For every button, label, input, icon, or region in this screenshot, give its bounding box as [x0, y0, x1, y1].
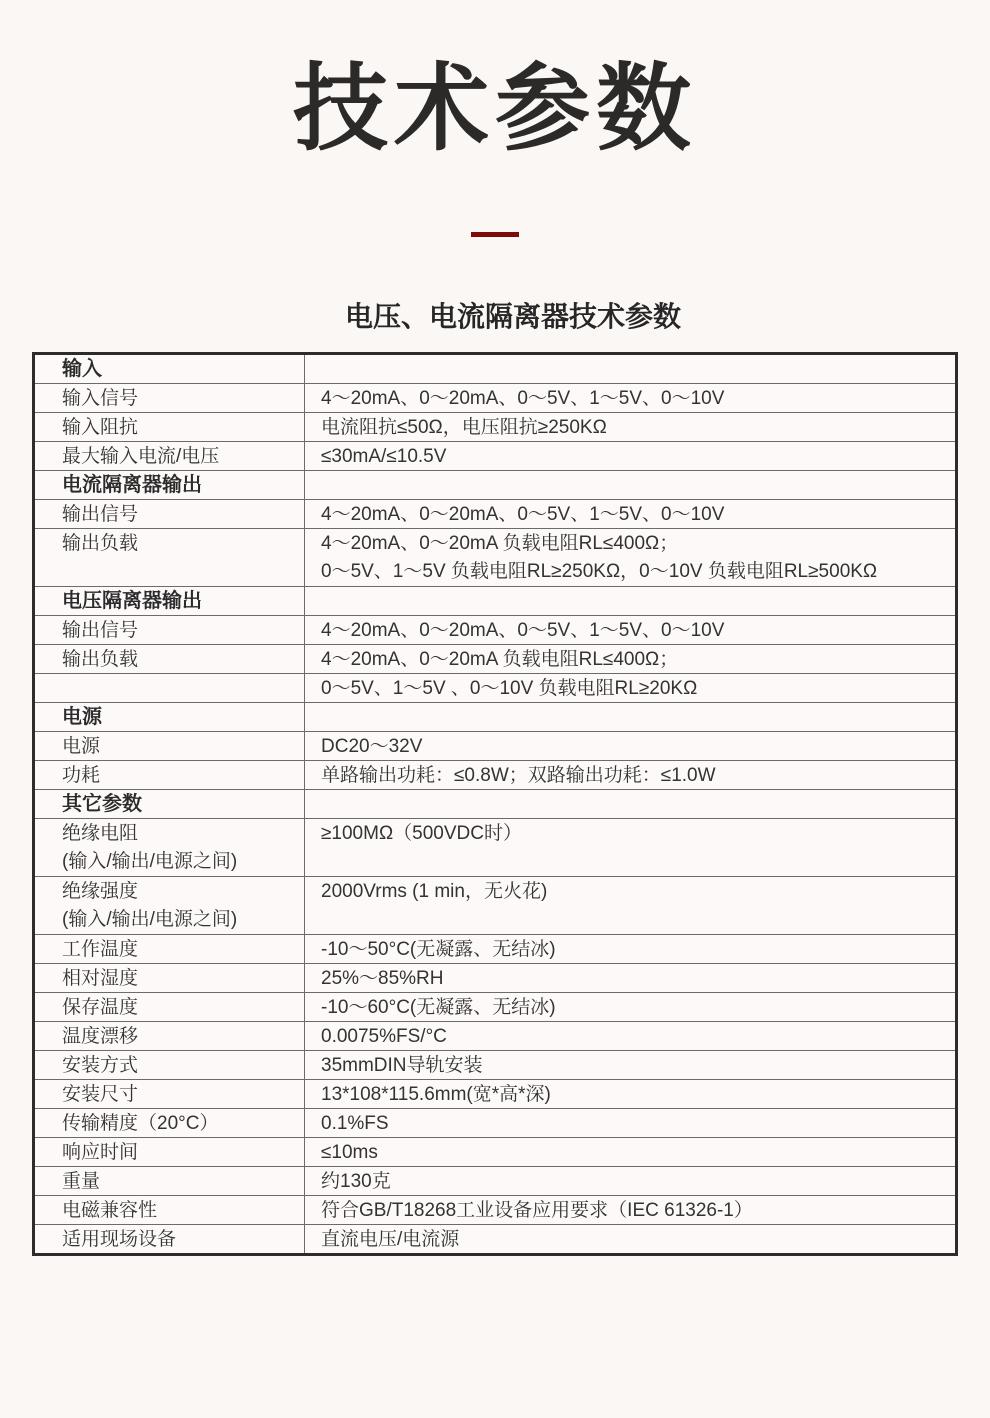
cell-line: 4～20mA、0～20mA 负载电阻RL≤400Ω；	[321, 533, 679, 555]
spec-label-cell: 输入阻抗	[34, 413, 305, 442]
spec-label-cell: 适用现场设备	[34, 1225, 305, 1255]
table-row	[34, 616, 957, 645]
spec-value-cell: DC20～32V	[305, 732, 957, 761]
spec-value-cell: 2000Vrms (1 min，无火花)	[305, 877, 957, 935]
spec-value-cell	[305, 790, 957, 819]
section-label-cell: 电源	[34, 703, 305, 732]
spec-value-cell: 4～20mA、0～20mA、0～5V、1～5V、0～10V	[305, 384, 957, 413]
section-row	[34, 790, 957, 819]
page-title: 技术参数	[292, 56, 697, 162]
spec-value-cell: 13*108*115.6mm(宽*高*深)	[305, 1080, 957, 1109]
spec-value-cell: 0.1%FS	[305, 1109, 957, 1138]
table-row	[34, 877, 957, 935]
table-row	[34, 761, 957, 790]
table-row	[34, 1109, 957, 1138]
spec-value-cell: 4～20mA、0～20mA 负载电阻RL≤400Ω；	[305, 645, 957, 674]
table-row	[34, 964, 957, 993]
spec-value-cell: 0.0075%FS/°C	[305, 1022, 957, 1051]
spec-value-cell	[305, 703, 957, 732]
spec-value-cell: 4～20mA、0～20mA、0～5V、1～5V、0～10V	[305, 500, 957, 529]
spec-label-cell: 输出信号	[34, 616, 305, 645]
table-row	[34, 645, 957, 674]
section-label-cell: 电流隔离器输出	[34, 471, 305, 500]
table-row	[34, 442, 957, 471]
cell-line: (输入/输出/电源之间)	[62, 851, 238, 873]
table-row	[34, 1022, 957, 1051]
spec-value-cell	[305, 471, 957, 500]
spec-label-cell: 安装方式	[34, 1051, 305, 1080]
spec-label-cell: 最大输入电流/电压	[34, 442, 305, 471]
spec-value-cell	[305, 587, 957, 616]
spec-value-cell: ≤30mA/≤10.5V	[305, 442, 957, 471]
table-row	[34, 1051, 957, 1080]
spec-label-cell: 保存温度	[34, 993, 305, 1022]
section-row	[34, 354, 957, 384]
spec-value-cell	[305, 529, 957, 587]
spec-value-cell: 单路输出功耗：≤0.8W；双路输出功耗：≤1.0W	[305, 761, 957, 790]
table-row	[34, 935, 957, 964]
spec-value-cell: 约130克	[305, 1167, 957, 1196]
spec-label-cell: 输出负载	[34, 645, 305, 674]
spec-label-cell: 输入信号	[34, 384, 305, 413]
spec-label-cell: 输出信号	[34, 500, 305, 529]
section-label-cell: 电压隔离器输出	[34, 587, 305, 616]
table-row	[34, 384, 957, 413]
section-label-cell: 输入	[34, 354, 305, 384]
spec-label-cell: 传输精度（20°C）	[34, 1109, 305, 1138]
title-divider	[471, 232, 519, 237]
table-row	[34, 413, 957, 442]
table-title: 电压、电流隔离器技术参数	[344, 301, 681, 333]
spec-value-cell: 0～5V、1～5V 、0～10V 负载电阻RL≥20KΩ	[305, 674, 957, 703]
spec-value-cell: 25%～85%RH	[305, 964, 957, 993]
spec-label-cell: 安装尺寸	[34, 1080, 305, 1109]
spec-label-cell	[34, 674, 305, 703]
spec-value-cell: 符合GB/T18268工业设备应用要求（IEC 61326-1）	[305, 1196, 957, 1225]
spec-label-cell: 工作温度	[34, 935, 305, 964]
spec-value-cell: 电流阻抗≤50Ω，电压阻抗≥250KΩ	[305, 413, 957, 442]
table-row	[34, 1080, 957, 1109]
spec-table-body	[34, 354, 957, 1255]
spec-label-cell: 温度漂移	[34, 1022, 305, 1051]
table-row	[34, 1225, 957, 1255]
cell-line: 绝缘强度	[62, 881, 139, 903]
spec-table	[32, 352, 958, 1256]
spec-label-cell: 重量	[34, 1167, 305, 1196]
section-row	[34, 471, 957, 500]
section-label-cell: 其它参数	[34, 790, 305, 819]
spec-value-cell	[305, 354, 957, 384]
spec-label-cell: 相对湿度	[34, 964, 305, 993]
table-row	[34, 674, 957, 703]
spec-value-cell: 35mmDIN导轨安装	[305, 1051, 957, 1080]
spec-label-cell: 电源	[34, 732, 305, 761]
spec-value-cell: 直流电压/电流源	[305, 1225, 957, 1255]
table-row	[34, 732, 957, 761]
spec-value-cell: -10～60°C(无凝露、无结冰)	[305, 993, 957, 1022]
table-row	[34, 819, 957, 877]
spec-label-cell: 响应时间	[34, 1138, 305, 1167]
cell-line: (输入/输出/电源之间)	[62, 909, 238, 931]
table-row	[34, 529, 957, 587]
spec-label-cell	[34, 877, 305, 935]
section-row	[34, 587, 957, 616]
spec-value-cell: -10～50°C(无凝露、无结冰)	[305, 935, 957, 964]
table-row	[34, 1196, 957, 1225]
table-row	[34, 1167, 957, 1196]
spec-page	[0, 56, 990, 1256]
spec-label-cell: 输出负载	[34, 529, 305, 587]
cell-line: 绝缘电阻	[62, 823, 139, 845]
spec-label-cell	[34, 819, 305, 877]
table-row	[34, 1138, 957, 1167]
spec-value-cell: ≥100MΩ（500VDC时）	[305, 819, 957, 877]
spec-value-cell: ≤10ms	[305, 1138, 957, 1167]
table-row	[34, 993, 957, 1022]
spec-label-cell: 功耗	[34, 761, 305, 790]
section-row	[34, 703, 957, 732]
cell-line: 0～5V、1～5V 负载电阻RL≥250KΩ，0～10V 负载电阻RL≥500KΩ	[321, 561, 878, 583]
spec-label-cell: 电磁兼容性	[34, 1196, 305, 1225]
table-row	[34, 500, 957, 529]
spec-value-cell: 4～20mA、0～20mA、0～5V、1～5V、0～10V	[305, 616, 957, 645]
